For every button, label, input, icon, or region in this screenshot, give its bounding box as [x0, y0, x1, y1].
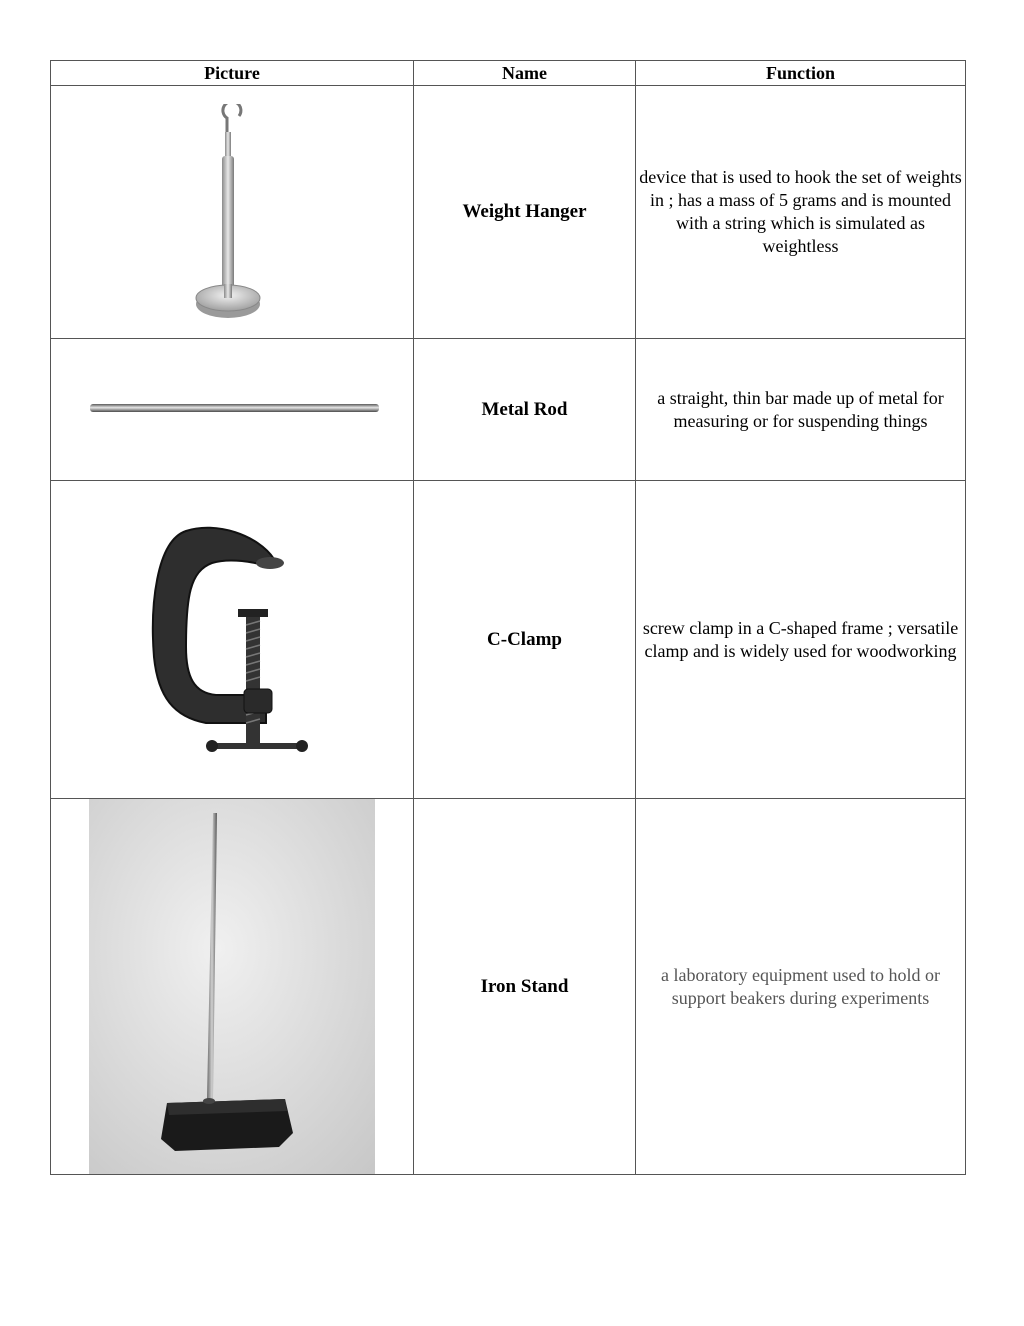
table-row — [51, 339, 966, 481]
picture-cell — [51, 86, 414, 339]
iron-stand-image — [89, 799, 375, 1174]
equipment-function: a laboratory equipment used to hold or support beakers during experiments — [636, 799, 966, 1175]
weight-hanger-image — [191, 104, 271, 322]
picture-cell — [51, 481, 414, 799]
c-clamp-image — [146, 517, 321, 767]
header-function: Function — [636, 61, 966, 86]
table-row — [51, 481, 966, 799]
equipment-function: device that is used to hook the set of weights in ; has a mass of 5 grams and is mounted with a string which is simulated as weightless — [636, 86, 966, 339]
equipment-function: a straight, thin bar made up of metal for measuring or for suspending things — [636, 339, 966, 481]
metal-rod-image — [89, 402, 381, 414]
equipment-function: screw clamp in a C-shaped frame ; versatile clamp and is widely used for woodworking — [636, 481, 966, 799]
header-row — [51, 61, 966, 86]
equipment-name: C-Clamp — [414, 481, 636, 799]
table-row — [51, 799, 966, 1175]
equipment-name: Iron Stand — [414, 799, 636, 1175]
header-picture: Picture — [51, 61, 414, 86]
header-name: Name — [414, 61, 636, 86]
equipment-name: Metal Rod — [414, 339, 636, 481]
table-row — [51, 86, 966, 339]
equipment-table — [50, 60, 966, 1175]
equipment-name: Weight Hanger — [414, 86, 636, 339]
picture-cell — [51, 799, 414, 1175]
picture-cell — [51, 339, 414, 481]
